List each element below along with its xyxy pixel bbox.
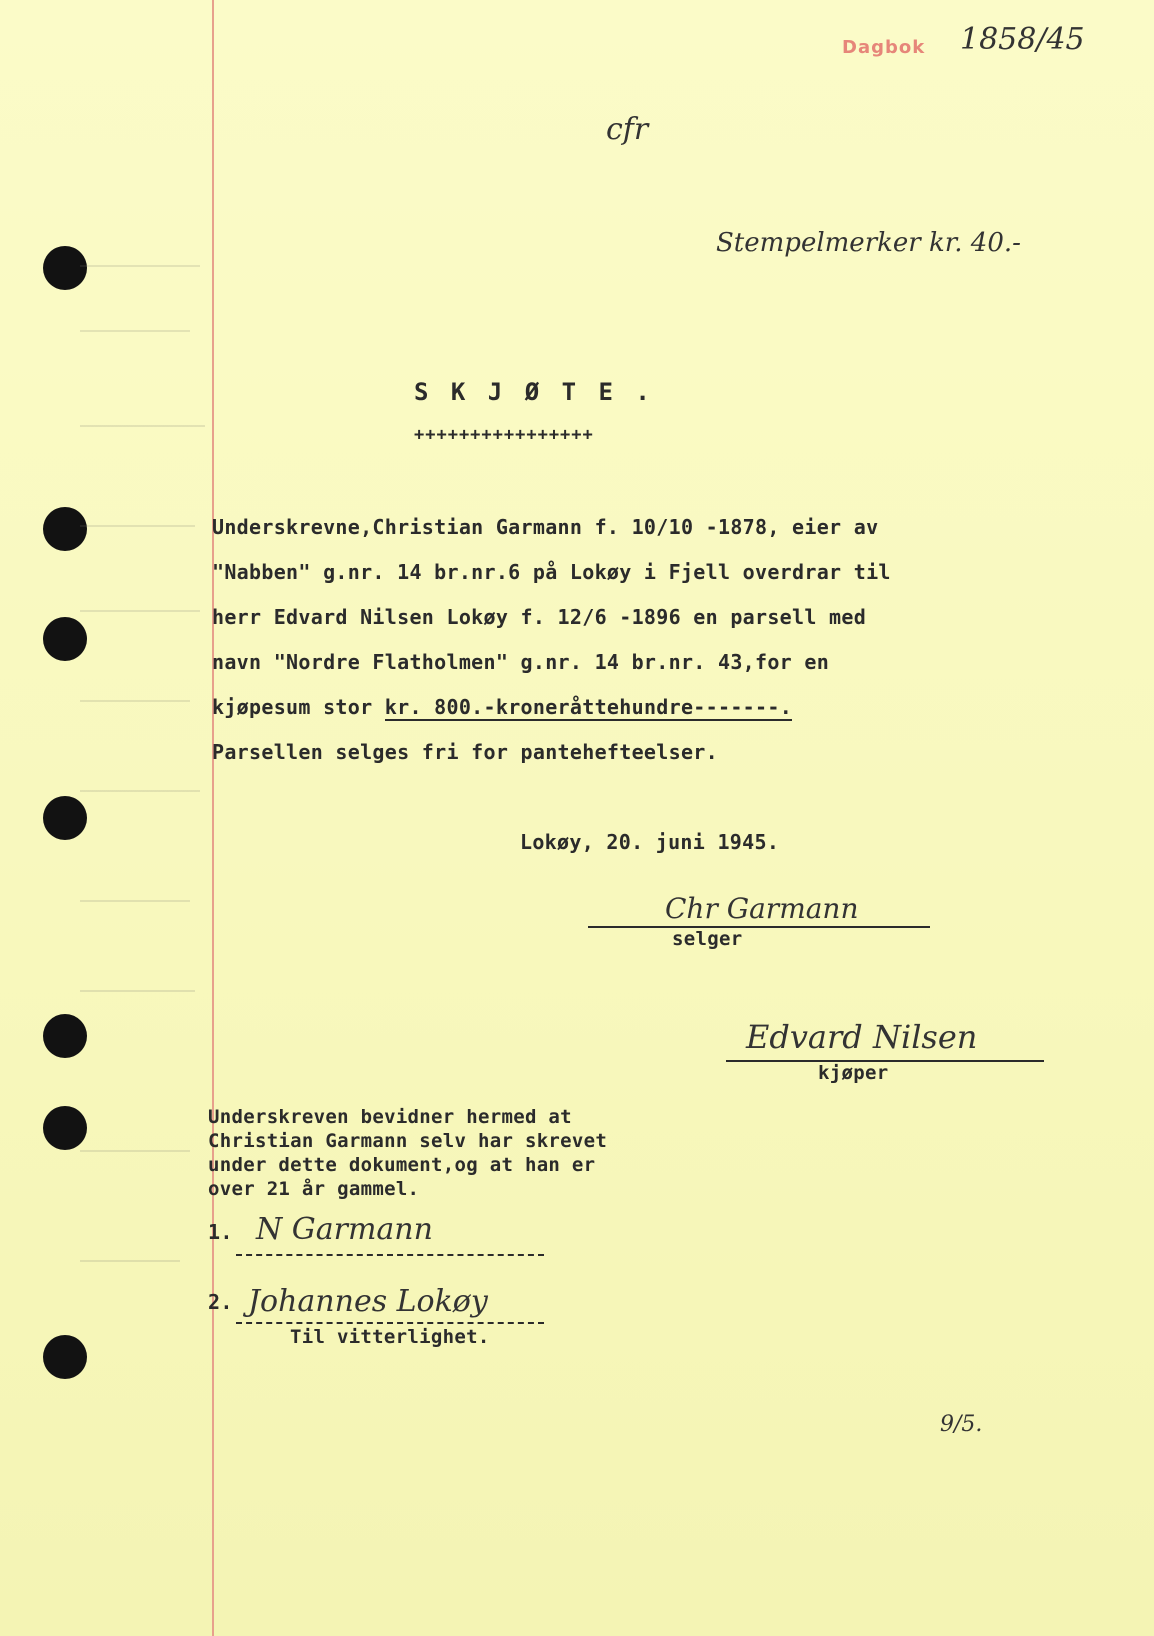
witness-line xyxy=(236,1322,544,1324)
bleed-through xyxy=(80,700,190,702)
punch-hole xyxy=(43,507,87,551)
bleed-through xyxy=(80,1260,180,1262)
journal-stamp: Dagbok xyxy=(842,37,926,58)
witness-number: 1. xyxy=(208,1220,233,1244)
witness-signature: N Garmann xyxy=(256,1212,433,1247)
bleed-through xyxy=(80,265,200,267)
seller-role: selger xyxy=(672,928,743,950)
bleed-through xyxy=(80,525,195,527)
bleed-through xyxy=(80,1150,190,1152)
witness-number: 2. xyxy=(208,1290,233,1314)
witness-statement: Underskreven bevidner hermed at xyxy=(208,1106,572,1128)
body-line: "Nabben" g.nr. 14 br.nr.6 på Lokøy i Fjell overdrar til xyxy=(212,560,891,584)
bleed-through xyxy=(80,330,190,332)
witness-line xyxy=(236,1254,544,1256)
bleed-through xyxy=(80,425,205,427)
purchase-price: kr. 800.-kroneråttehundre-------. xyxy=(384,695,793,719)
punch-hole xyxy=(43,1014,87,1058)
bleed-through xyxy=(80,900,190,902)
bleed-through xyxy=(80,990,195,992)
body-line: navn "Nordre Flatholmen" g.nr. 14 br.nr. 43,for en xyxy=(212,650,830,674)
signature-line xyxy=(588,926,930,928)
place-date: Lokøy, 20. juni 1945. xyxy=(520,830,780,854)
buyer-signature: Edvard Nilsen xyxy=(746,1018,978,1056)
witness-statement: under dette dokument,og at han er xyxy=(208,1154,596,1176)
title-underline: ++++++++++++++++ xyxy=(414,425,594,445)
body-line: Underskrevne,Christian Garmann f. 10/10 -1878, eier av xyxy=(212,515,879,539)
witness-closing: Til vitterlighet. xyxy=(290,1326,490,1348)
punch-hole xyxy=(43,1335,87,1379)
margin-line xyxy=(212,0,214,1636)
bleed-through xyxy=(80,790,200,792)
punch-hole xyxy=(43,1106,87,1150)
witness-signature: Johannes Lokøy xyxy=(248,1284,488,1319)
journal-number: 1858/45 xyxy=(960,22,1085,57)
document-title: S K J Ø T E . xyxy=(414,378,654,406)
witness-statement: over 21 år gammel. xyxy=(208,1178,420,1200)
price-line xyxy=(212,695,792,719)
bleed-through xyxy=(80,610,200,612)
punch-hole xyxy=(43,796,87,840)
punch-hole xyxy=(43,617,87,661)
buyer-role: kjøper xyxy=(818,1062,889,1084)
price-prefix: kjøpesum stor xyxy=(212,695,385,719)
witness-statement: Christian Garmann selv har skrevet xyxy=(208,1130,608,1152)
body-line: Parsellen selges fri for pantehefteelser. xyxy=(212,740,718,764)
footnote: 9/5. xyxy=(940,1412,983,1437)
seller-signature: Chr Garmann xyxy=(665,892,859,925)
stamp-duty-note: Stempelmerker kr. 40.- xyxy=(716,228,1021,258)
punch-hole xyxy=(43,246,87,290)
body-line: herr Edvard Nilsen Lokøy f. 12/6 -1896 en parsell med xyxy=(212,605,867,629)
initials: cfr xyxy=(606,112,649,147)
